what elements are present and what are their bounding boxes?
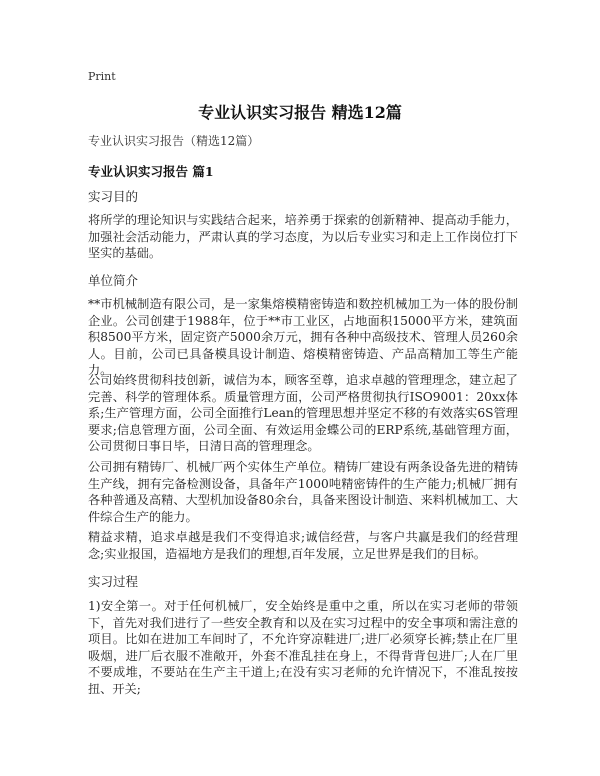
paragraph-unit-4: 精益求精，追求卓越是我们不变得追求;诚信经营，与客户共赢是我们的经营理念;实业报国，造福地方是我们的理想,百年发展，立足世界是我们的目标。 bbox=[88, 530, 518, 561]
paragraph-purpose: 将所学的理论知识与实践结合起来，培养勇于探索的创新精神、提高动手能力，加强社会活动能力，严肃认真的学习态度，为以后专业实习和走上工作岗位打下坚实的基础。 bbox=[88, 213, 518, 260]
paragraph-unit-2: 公司始终贯彻科技创新，诚信为本，顾客至尊，追求卓越的管理理念，建立起了完善、科学的管理体系。质量管理方面，公司严格贯彻执行ISO9001：20xx体系;生产管理方面，公司全面推行Lean的管理思想并坚定不移的有效落实6S管理要求;信息管理方面，公司全面、有效运用金蝶公司的ERP系统,基础管理方面，公司贯彻日事日毕，日清日高的管理理念。 bbox=[88, 373, 518, 453]
print-label: Print bbox=[88, 70, 116, 83]
heading-purpose: 实习目的 bbox=[88, 189, 139, 204]
paragraph-unit-3: 公司拥有精铸厂、机械厂两个实体生产单位。精铸厂建设有两条设备先进的精铸生产线，拥有完备检测设备，具备年产1000吨精密铸件的生产能力;机械厂拥有各种普通及高精、大型机加设备80余台，具备来图设计制造、来料机械加工、大件综合生产的能力。 bbox=[88, 460, 518, 524]
section-title: 专业认识实习报告 篇1 bbox=[88, 164, 214, 179]
paragraph-process-1: 1)安全第一。对于任何机械厂，安全始终是重中之重，所以在实习老师的带领下，首先对我们进行了一些安全教育和以及在实习过程中的安全事项和需注意的项目。比如在进加工车间时了，不允许穿凉鞋进厂;进厂必须穿长裤;禁止在厂里吸烟，进厂后衣服不准敞开，外套不准乱挂在身上，不得背背包进厂;人在厂里不要成堆，不要站在生产主干道上;在没有实习老师的允许情况下，不准乱按按扭、开关; bbox=[88, 599, 518, 696]
heading-unit-intro: 单位简介 bbox=[88, 273, 139, 288]
heading-process: 实习过程 bbox=[88, 574, 139, 589]
document-title: 专业认识实习报告 精选12篇 bbox=[198, 103, 402, 122]
document-subtitle: 专业认识实习报告（精选12篇） bbox=[88, 134, 260, 148]
paragraph-unit-1: **市机械制造有限公司，是一家集熔模精密铸造和数控机械加工为一体的股份制企业。公司创建于1988年，位于**市工业区，占地面积15000平方米，建筑面积8500平方米，固定资产5000余万元，拥有各种中高级技术、管理人员260余人。目前，公司已具备模具设计制造、熔模精密铸造、产品高精加工等生产能力。 bbox=[88, 297, 518, 377]
